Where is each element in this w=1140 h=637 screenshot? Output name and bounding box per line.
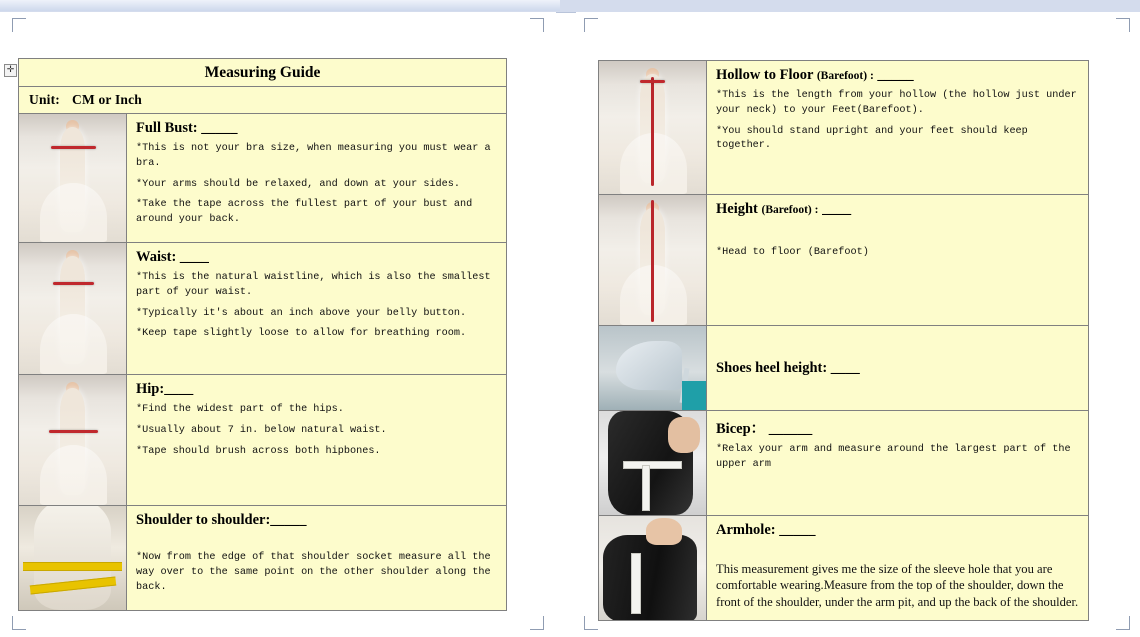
waist-bullets: *This is the natural waistline, which is also the smallest part of your waist. *Typically it's about an inch above your belly button. *Keep tape slightly loose to allow for breathing room. (136, 272, 491, 340)
table-row-title (19, 59, 507, 87)
crop-mark-top-left (584, 18, 598, 32)
table-move-handle[interactable]: ✛ (4, 64, 17, 77)
hip-text-cell (127, 375, 507, 506)
crop-mark-top-left (12, 18, 26, 32)
document-page-right (576, 12, 1140, 637)
document-page-left (0, 12, 556, 637)
hollow-to-floor-heading: Hollow to Floor (Barefoot) : _____ (716, 67, 914, 83)
waist-heading: Waist: ____ (136, 249, 209, 265)
shoes-heel-heading: Shoes heel height: ____ (716, 359, 860, 376)
bicep-measure-photo (599, 411, 707, 516)
high-heel-shoe-photo (599, 326, 707, 411)
shoes-heel-text-cell (707, 326, 1089, 411)
table-row (599, 195, 1089, 326)
table-row (599, 411, 1089, 516)
crop-mark-bottom-right (530, 616, 544, 630)
crop-mark-bottom-right (1116, 616, 1130, 630)
shoulder-text-cell (127, 506, 507, 611)
table-row (599, 61, 1089, 195)
crop-mark-top-right (1116, 18, 1130, 32)
crop-mark-bottom-left (584, 616, 598, 630)
armhole-heading: Armhole: _____ (716, 522, 816, 538)
table-row (599, 516, 1089, 621)
hip-bullets: *Find the widest part of the hips. *Usually about 7 in. below natural waist. *Tape should brush across both hipbones. (136, 404, 387, 457)
top-scroll-thumb[interactable] (0, 0, 560, 11)
measuring-guide-table-left (18, 58, 507, 611)
table-row-unit (19, 87, 507, 114)
armhole-note: This measurement gives me the size of the sleeve hole that you are comfortable wearing.Measure from the top of the shoulder, down the front of the shoulder, under the arm pit, and up the back of the shoulder. (716, 562, 1079, 609)
crop-mark-top-right (530, 18, 544, 32)
full-bust-text-cell (127, 114, 507, 243)
height-text-cell (707, 195, 1089, 326)
unit-label: Unit: (29, 92, 60, 107)
table-row (599, 326, 1089, 411)
bride-hollow-to-floor-photo (599, 61, 707, 195)
armhole-measure-photo (599, 516, 707, 621)
bicep-heading: Bicep： ______ (716, 421, 813, 437)
shoulder-heading: Shoulder to shoulder:_____ (136, 512, 307, 528)
bicep-bullets: *Relax your arm and measure around the largest part of the upper arm (716, 444, 1071, 470)
full-bust-bullets: *This is not your bra size, when measuring you must wear a bra. *Your arms should be relaxed, and down at your sides. *Take the tape across the fullest part of your bust and around your back. (136, 143, 491, 226)
height-bullets: *Head to floor (Barefoot) (716, 247, 869, 258)
table-row (19, 375, 507, 506)
bicep-text-cell (707, 411, 1089, 516)
unit-value: CM or Inch (72, 92, 143, 107)
armhole-text-cell (707, 516, 1089, 621)
table-row (19, 243, 507, 375)
bride-hip-photo (19, 375, 127, 506)
table-row (19, 114, 507, 243)
measuring-guide-table-right (598, 60, 1089, 621)
unit-row (19, 87, 507, 114)
crop-mark-bottom-left (12, 616, 26, 630)
height-heading: Height (Barefoot) : ____ (716, 201, 852, 217)
bride-full-bust-photo (19, 114, 127, 243)
hollow-to-floor-text-cell (707, 61, 1089, 195)
full-bust-heading: Full Bust: _____ (136, 120, 238, 136)
waist-text-cell (127, 243, 507, 375)
bride-height-photo (599, 195, 707, 326)
hip-heading: Hip:____ (136, 381, 194, 397)
shoulder-bullets: *Now from the edge of that shoulder socket measure all the way over to the same point on the other shoulder along the back. (136, 552, 491, 593)
page-title: Measuring Guide (19, 59, 507, 87)
hollow-to-floor-bullets: *This is the length from your hollow (the hollow just under your neck) to your Feet(Barefoot). *You should stand upright and your feet should keep together. (716, 90, 1077, 152)
table-row (19, 506, 507, 611)
mannequin-shoulder-photo (19, 506, 127, 611)
bride-waist-photo (19, 243, 127, 375)
